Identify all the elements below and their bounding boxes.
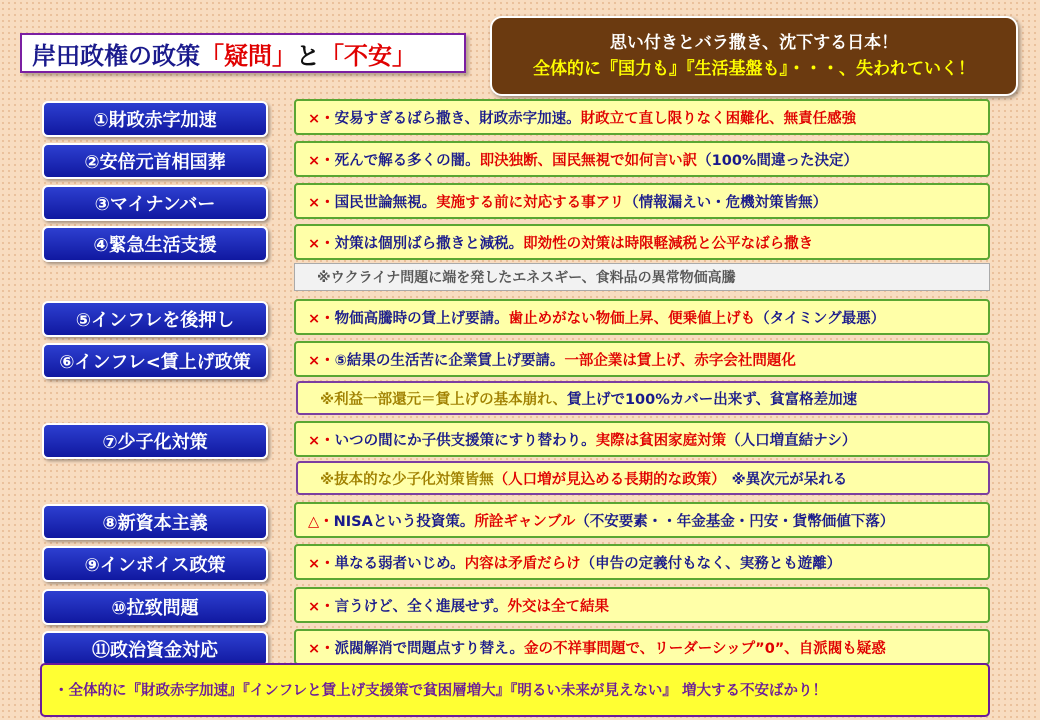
summary-line1: 思い付きとバラ撒き、沈下する日本！ [609,33,899,53]
detail-blue-9: 単なる弱者いじめ。 [334,555,465,572]
policy-label-7: ⑦少子化対策 [42,423,268,459]
detail-blue-8: NISAという投資策。 [333,513,475,530]
note-birth [296,461,990,495]
detail-tail-2: （100%間違った決定） [697,152,858,169]
mark-2: ×・ [308,152,335,169]
mark-11: ×・ [308,640,335,657]
detail-tail-5: （タイミング最悪） [755,310,886,327]
title-doubt: 「疑問」 [200,41,296,70]
policy-label-8: ⑧新資本主義 [42,504,268,540]
note-profit [296,381,990,415]
detail-red-10: 外交は全て結果 [507,598,609,615]
detail-blue-3: 国民世論無視。 [334,194,437,211]
policy-label-4: ④緊急生活支援 [42,226,268,262]
title-main: 岸田政権の政策 [32,41,200,70]
detail-tail-7: （人口増直結ナシ） [726,432,857,449]
detail-blue-2: 死んで解る多くの闇。 [334,152,480,169]
detail-red-2: 即決独断、国民無視で如何言い訳 [479,152,698,169]
mark-5: ×・ [308,310,335,327]
mark-8: △・ [308,513,334,530]
detail-red-7: 実際は貧困家庭対策 [595,432,727,449]
mark-7: ×・ [308,432,335,449]
policy-detail-1 [294,99,990,135]
policy-label-1: ①財政赤字加速 [42,101,268,137]
detail-red-8: 所詮ギャンブル [474,513,576,530]
detail-red-9: 内容は矛盾だらけ [464,555,581,572]
detail-tail-3: （情報漏えい・危機対策皆無） [624,194,828,211]
policy-detail-6 [294,341,990,377]
policy-label-3: ③マイナンバー [42,185,268,221]
policy-detail-3 [294,183,990,219]
detail-blue-7: いつの間にか子供支援策にすり替わり。 [334,432,596,449]
title-conjunction: と [296,41,320,70]
mark-1: ×・ [308,110,335,127]
detail-blue-1: 安易すぎるばら撒き、財政赤字加速。 [334,110,581,127]
policy-detail-7 [294,421,990,457]
detail-blue-4: 対策は個別ばら撒きと減税。 [334,235,524,252]
detail-blue-11: 派閥解消で問題点すり替え。 [334,640,525,657]
policy-label-2: ②安倍元首相国葬 [42,143,268,179]
mark-3: ×・ [308,194,335,211]
note-birth-a: ※抜本的な少子化対策皆無 [320,471,494,488]
policy-detail-8 [294,502,990,538]
page-title [20,33,466,73]
detail-blue-5: 物価高騰時の賃上げ要請。 [334,310,509,327]
detail-red-5: 歯止めがない物価上昇、便乗値上げも [508,310,756,327]
detail-tail-8: （不安要素・・年金基金・円安・貨幣価値下落） [575,513,895,530]
policy-label-5: ⑤インフレを後押し [42,301,268,337]
policy-detail-9 [294,544,990,580]
detail-blue-6: ⑤結果の生活苦に企業賃上げ要請。 [334,352,565,369]
detail-red-1: 財政立て直し限りなく困難化、無責任感強 [580,110,857,127]
policy-label-9: ⑨インボイス政策 [42,546,268,582]
note-birth-c: ※異次元が呆れる [731,471,848,488]
detail-red-6: 一部企業は賃上げ、赤字会社問題化 [564,352,796,369]
policy-label-10: ⑩拉致問題 [42,589,268,625]
policy-label-11: ⑪政治資金対応 [42,631,268,667]
title-anxiety: 「不安」 [320,41,416,70]
footer-summary: ・全体的に『財政赤字加速』『インフレと賃上げ支援策で貧困層増大』『明るい未来が見えない』 増大する不安ばかり！ [40,663,990,717]
summary-line2: 全体的に『国力も』『生活基盤も』・・・、失われていく！ [533,59,975,79]
note-profit-a: ※利益一部還元＝賃上げの基本崩れ、 [320,391,567,408]
detail-red-11: 金の不祥事問題で、リーダーシップ”0”、自派閥も疑惑 [524,640,886,657]
mark-9: ×・ [308,555,335,572]
summary-box [490,16,1018,96]
policy-detail-10 [294,587,990,623]
detail-blue-10: 言うけど、全く進展せず。 [334,598,508,615]
policy-detail-11 [294,629,990,665]
policy-detail-2 [294,141,990,177]
note-birth-b: （人口増が見込める長期的な政策） [493,471,726,488]
mark-6: ×・ [308,352,335,369]
policy-detail-5 [294,299,990,335]
note-profit-b: 賃上げで100%カバー出来ず、貧富格差加速 [566,391,858,408]
detail-red-3: 実施する前に対応する事アリ [436,194,625,211]
policy-detail-4 [294,224,990,260]
policy-label-6: ⑥インフレ<賃上げ政策 [42,343,268,379]
detail-tail-9: （申告の定義付もなく、実務とも遊離） [580,555,842,572]
note-ukraine: ※ウクライナ問題に端を発したエネスギー、食料品の異常物価高騰 [294,263,990,291]
mark-10: ×・ [308,598,335,615]
mark-4: ×・ [308,235,335,252]
detail-red-4: 即効性の対策は時限軽減税と公平なばら撒き [523,235,814,252]
